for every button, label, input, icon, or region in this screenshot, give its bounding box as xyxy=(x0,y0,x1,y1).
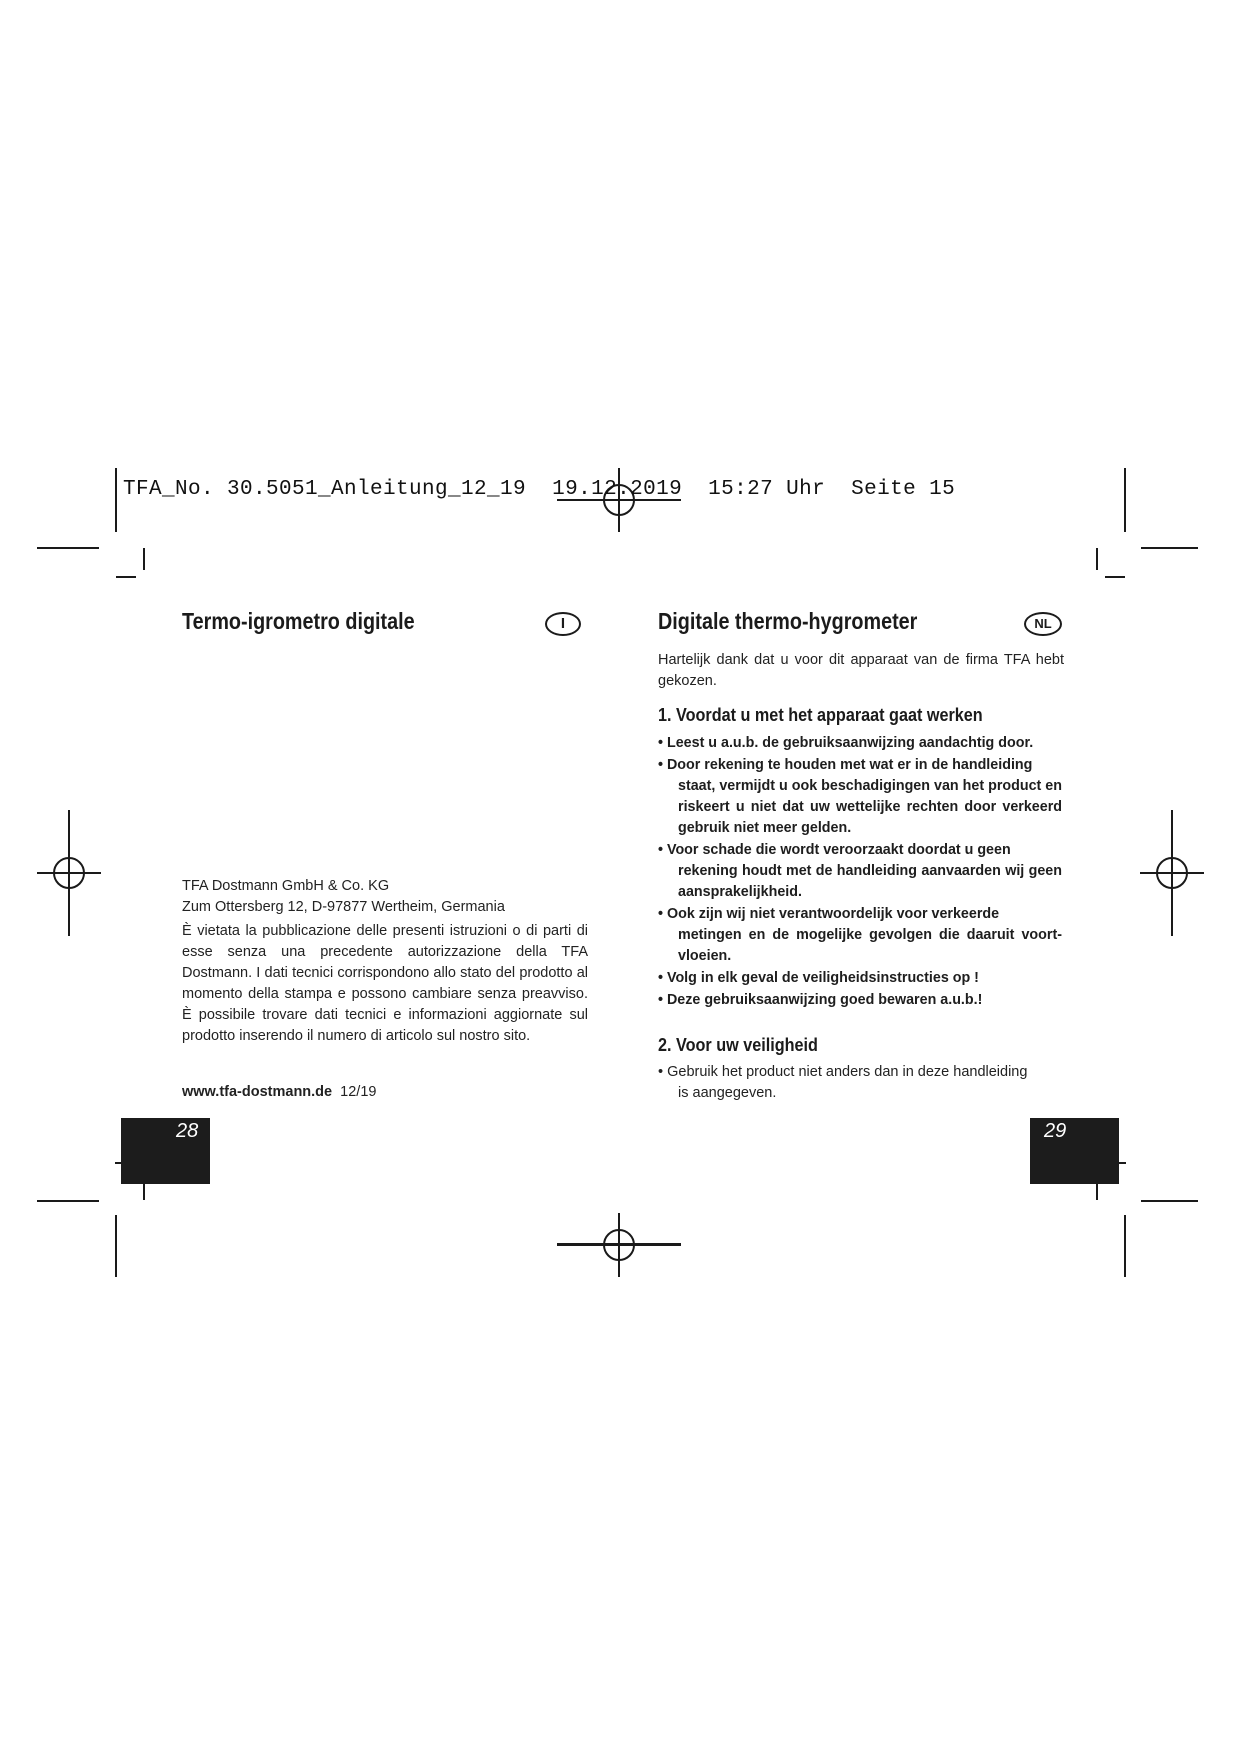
language-badge-dutch: NL xyxy=(1024,612,1062,636)
page-number-left xyxy=(121,1118,210,1184)
right-page-title: Digitale thermo-hygrometer xyxy=(658,608,918,634)
company-name: TFA Dostmann GmbH & Co. KG xyxy=(182,878,390,894)
bullet-item: • Volg in elk geval de veiligheidsinstructies op ! xyxy=(658,970,979,986)
version-code: 12/19 xyxy=(340,1084,377,1100)
print-slug-line: TFA_No. 30.5051_Anleitung_12_19 19.12.2019 15:27 Uhr Seite 15 xyxy=(123,478,956,501)
section-2-bullet: • Gebruik het product niet anders dan in deze handleiding is aangegeven. xyxy=(658,1064,1028,1101)
bullet-item: • Door rekening te houden met wat er in de handleiding staat, vermijdt u ook beschadigingen van het product en riskeert u niet dat uw wettelijke rechten door verkeerd gebruik niet meer gelden. xyxy=(658,757,1062,836)
section-2-heading: 2. Voor uw veiligheid xyxy=(658,1035,818,1055)
address-block xyxy=(182,876,588,918)
page-number-left-label: 28 xyxy=(176,1120,199,1142)
bullet-item: • Leest u a.u.b. de gebruiksaanwijzing aandachtig door. xyxy=(658,735,1034,751)
section-1-heading: 1. Voordat u met het apparaat gaat werken xyxy=(658,705,983,725)
registration-target-right xyxy=(1140,810,1204,936)
left-page-title: Termo-igrometro digitale xyxy=(182,608,415,634)
company-address: Zum Ottersberg 12, D-97877 Wertheim, Germania xyxy=(182,899,505,915)
registration-target-left xyxy=(37,810,101,936)
legal-notice-text: È vietata la pubblicazione delle presenti istruzioni o di parti di esse senza una precedente autorizzazione della TFA Dostmann. I dati tecnici corrispondono allo stato del prodotto al momento della stampa e possono cambiare senza preavviso. È possibile trovare dati tecnici e informazioni aggiornate sul prodotto inserendo il numero di articolo sul nostro sito. xyxy=(182,923,588,1044)
bullet-item: • Voor schade die wordt veroorzaakt doordat u geen rekening houdt met de handleiding aanvaarden wij geen aansprakelijkheid. xyxy=(658,842,1062,900)
registration-target-bottom xyxy=(557,1213,681,1277)
bullet-item: • Deze gebruiksaanwijzing goed bewaren a.u.b.! xyxy=(658,992,983,1008)
intro-text: Hartelijk dank dat u voor dit apparaat van de firma TFA hebt gekozen. xyxy=(658,652,1064,689)
website-line xyxy=(182,1082,376,1103)
page-number-right xyxy=(1030,1118,1119,1184)
website-link[interactable]: www.tfa-dostmann.de xyxy=(182,1084,333,1100)
section-1-bullet-list xyxy=(658,733,1062,1012)
page-number-right-label: 29 xyxy=(1044,1120,1067,1142)
language-badge-italian: I xyxy=(545,612,581,636)
bullet-item: • Ook zijn wij niet verantwoordelijk voor verkeerde metingen en de mogelijke gevolgen die daaruit voortvloeien. xyxy=(658,906,1062,964)
